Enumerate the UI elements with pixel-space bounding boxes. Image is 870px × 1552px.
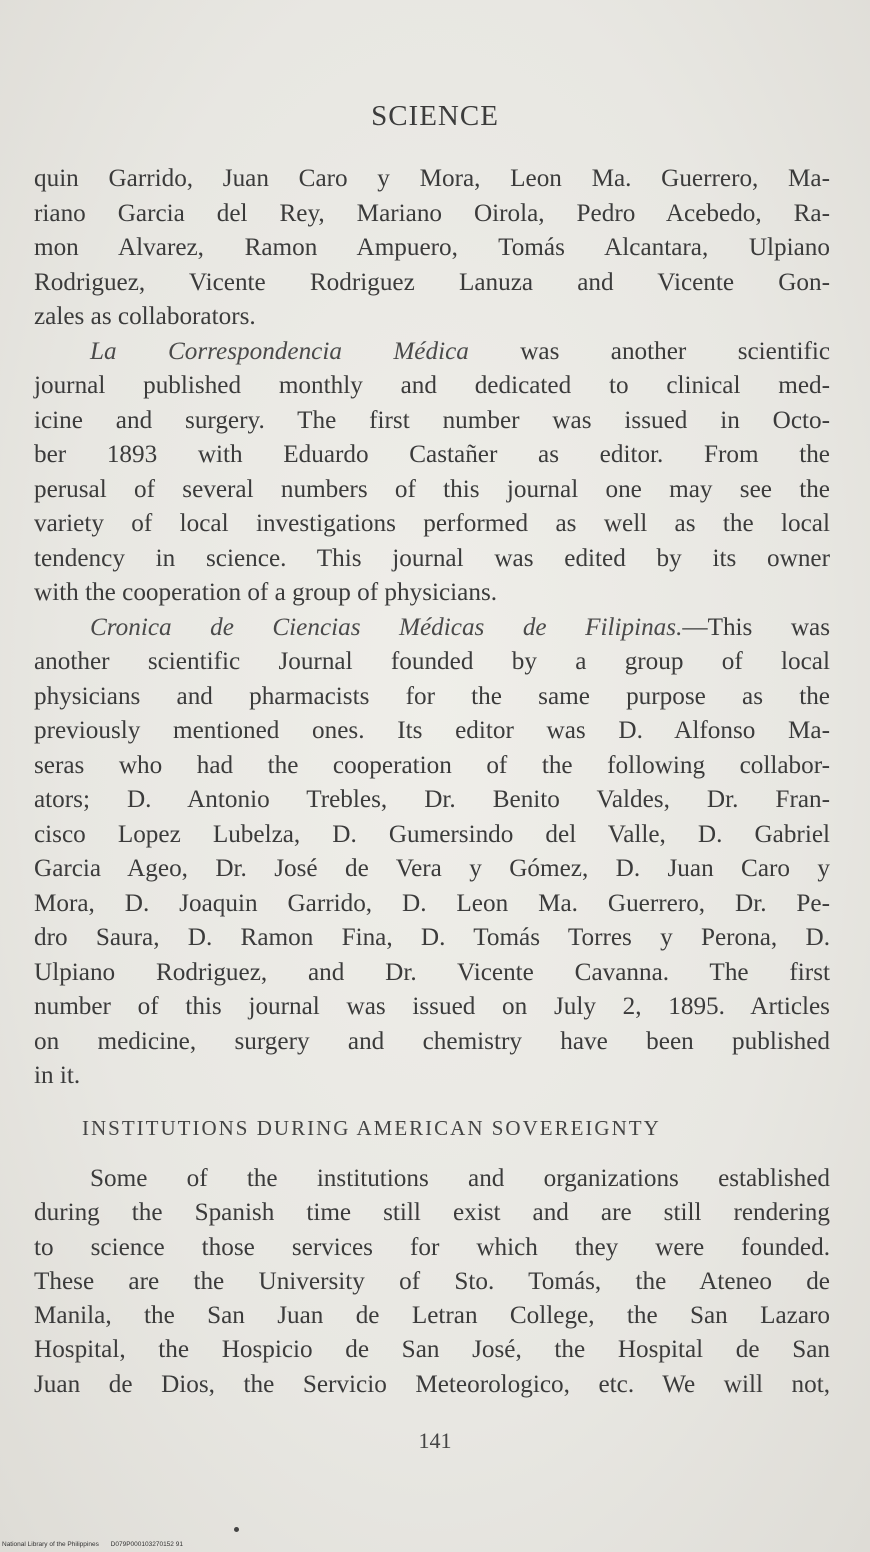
text-line: on medicine, surgery and chemistry have been published <box>34 1027 830 1055</box>
text-line: icine and surgery. The first number was issued in Octo- <box>34 406 830 434</box>
text-line: another scientific Journal founded by a group of local <box>34 648 830 675</box>
text-line: variety of local investigations performed as well as the local <box>34 510 830 537</box>
text-line: with the cooperation of a group of physicians. <box>34 579 498 606</box>
text-line: Mora, D. Joaquin Garrido, D. Leon Ma. Guerrero, Dr. Pe- <box>34 889 830 917</box>
text-line: cisco Lopez Lubelza, D. Gumersindo del Valle, D. Gabriel <box>34 820 830 848</box>
journal-title: Cronica de Ciencias Médicas de Filipinas. <box>90 613 683 641</box>
paragraph-correspondencia-medica <box>34 335 830 611</box>
library-credit: National Library of the Philippines <box>2 1541 99 1548</box>
journal-title: La Correspondencia Médica <box>90 337 469 365</box>
scan-code: D079P000103270152 91 <box>110 1541 183 1548</box>
text-line: quin Garrido, Juan Caro y Mora, Leon Ma. Guerrero, Ma- <box>34 165 830 192</box>
body-text-institutions <box>34 1162 830 1402</box>
text-line: number of this journal was issued on July 2, 1895. Articles <box>34 993 830 1020</box>
text-line: in it. <box>34 1062 81 1089</box>
text-line: Hospital, the Hospicio de San José, the Hospital de San <box>34 1336 830 1364</box>
text-line: zales as collaborators. <box>34 303 256 330</box>
paragraph-continued <box>34 162 830 335</box>
text-line-first <box>34 611 830 646</box>
text-line: mon Alvarez, Ramon Ampuero, Tomás Alcantara, Ulpiano <box>34 234 830 261</box>
text-line: Manila, the San Juan de Letran College, the San Lazaro <box>34 1302 830 1330</box>
text-fragment: was another scientific <box>468 337 831 365</box>
section-heading: INSTITUTIONS DURING AMERICAN SOVEREIGNTY <box>82 1116 661 1140</box>
text-line: previously mentioned ones. Its editor was D. Alfonso Ma- <box>34 717 830 744</box>
text-line: Juan de Dios, the Servicio Meteorologico, etc. We will not, <box>34 1370 830 1398</box>
scan-footer <box>2 1541 193 1548</box>
text-line: during the Spanish time still exist and are still rendering <box>34 1199 830 1227</box>
text-line: journal published monthly and dedicated to clinical med- <box>34 372 830 399</box>
paragraph-institutions <box>34 1162 830 1402</box>
running-head: SCIENCE <box>371 100 499 132</box>
text-line: perusal of several numbers of this journal one may see the <box>34 475 830 503</box>
text-line-first <box>34 335 830 370</box>
text-line: seras who had the cooperation of the following collabor- <box>34 751 830 779</box>
text-line: These are the University of Sto. Tomás, the Ateneo de <box>34 1267 830 1295</box>
paragraph-cronica <box>34 611 830 1094</box>
text-line: Rodriguez, Vicente Rodriguez Lanuza and Vicente Gon- <box>34 268 830 296</box>
text-line: ber 1893 with Eduardo Castañer as editor. From the <box>34 441 830 468</box>
text-line: Garcia Ageo, Dr. José de Vera y Gómez, D. Juan Caro y <box>34 855 830 882</box>
body-text <box>34 162 830 1094</box>
text-line: Some of the institutions and organizations established <box>90 1165 830 1192</box>
page-number: 141 <box>418 1428 452 1453</box>
text-line: riano Garcia del Rey, Mariano Oirola, Pedro Acebedo, Ra- <box>34 199 830 227</box>
text-line: dro Saura, D. Ramon Fina, D. Tomás Torres y Perona, D. <box>34 924 830 951</box>
text-fragment: —This was <box>682 613 831 641</box>
text-line: physicians and pharmacists for the same purpose as the <box>34 682 830 710</box>
text-line: tendency in science. This journal was edited by its owner <box>34 544 830 572</box>
text-line: to science those services for which they were founded. <box>34 1233 830 1261</box>
text-line: ators; D. Antonio Trebles, Dr. Benito Valdes, Dr. Fran- <box>34 786 830 813</box>
text-line: Ulpiano Rodriguez, and Dr. Vicente Cavanna. The first <box>34 958 830 986</box>
speck-mark <box>234 1527 239 1532</box>
